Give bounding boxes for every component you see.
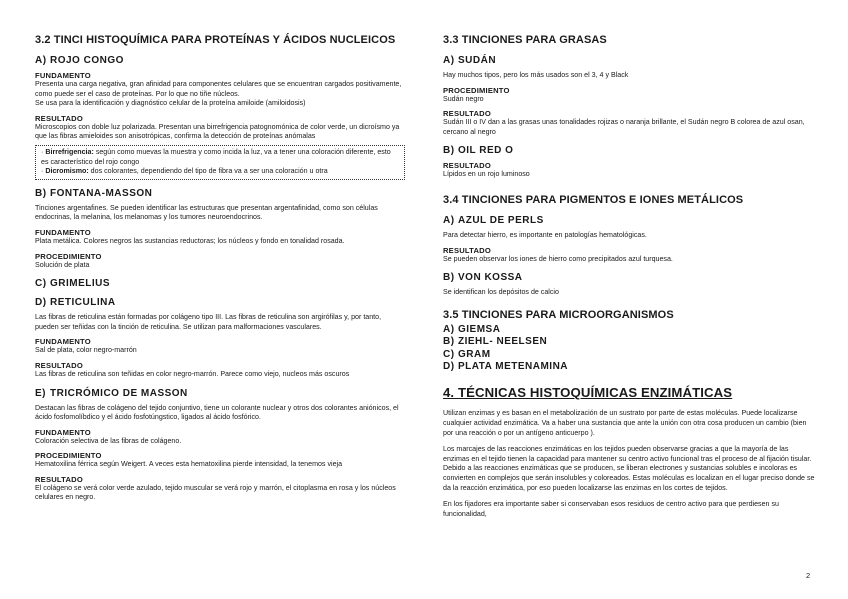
label-resultado: RESULTADO bbox=[443, 109, 491, 119]
masson-procedimiento-text: Hematoxilina férrica según Weigert. A veces esta hematoxilina pierde intensidad, la tenemos vieja bbox=[35, 460, 343, 469]
label-resultado: RESULTADO bbox=[35, 360, 83, 370]
masson-resultado-text: El colágeno se verá color verde azulado, tejido muscular se verá rojo y marrón, el citoplasma en rosa y los núcleos celulares en negro. bbox=[35, 483, 396, 502]
masson-fundamento-text: Coloración selectiva de las fibras de colágeno. bbox=[35, 436, 182, 445]
label-fundamento: FUNDAMENTO bbox=[35, 71, 91, 80]
perls-text: Para detectar hierro, es importante en patologías hematológicas. bbox=[443, 230, 647, 239]
label-resultado: RESULTADO bbox=[443, 245, 491, 255]
fontana-text: Tinciones argentafines. Se pueden identificar las estructuras que presentan argentafinidad, como son células endocrinas, la melanina, los melanomas y los tumores neuroendocrinos. bbox=[35, 203, 378, 222]
subsection-fontana-masson: B) FONTANA-MASSON bbox=[35, 187, 153, 199]
fundamento-text: Presenta una carga negativa, gran afinidad para componentes celulares que se encuentran cargados positivamente, como puede ser el caso de proteínas. Por lo que no tiñe núcleos. bbox=[35, 80, 402, 98]
subsection-sudan: A) SUDÁN bbox=[443, 55, 497, 66]
subsection-tricromico-masson: E) TRICRÓMICO DE MASSON bbox=[35, 387, 188, 399]
label-procedimiento: PROCEDIMIENTO bbox=[443, 85, 510, 95]
subsection-azul-perls: A) AZUL DE PERLS bbox=[443, 214, 544, 226]
label-resultado: RESULTADO bbox=[35, 474, 83, 484]
kossa-text: Se identifican los depósitos de calcio bbox=[443, 288, 559, 297]
fontana-procedimiento-text: Solución de plata bbox=[35, 260, 90, 269]
list-item: A) GIEMSA bbox=[443, 323, 501, 335]
subsection-rojo-congo: A) ROJO CONGO bbox=[35, 55, 124, 66]
label-fundamento: FUNDAMENTO bbox=[35, 337, 91, 347]
sudan-resultado-text: Sudán III o IV dan a las grasas unas tonalidades rojizas o naranja brillante, el Sudán negro B colorea de azul osan, cercano al negro bbox=[443, 118, 805, 136]
list-item: B) ZIEHL- NEELSEN bbox=[443, 336, 548, 348]
sudan-text: Hay muchos tipos, pero los más usados son el 3, 4 y Black bbox=[443, 71, 629, 79]
enzimaticas-paragraph-1: Utilizan enzimas y es basan en el metabolización de un sustrato por parte de estas moléculas. Puede localizarse cualquier actividad enzimática. Va a haber una sustancia que ante la unión con otra cosa producen un cambio (bien por una reacción o por un antígeno anticuerpo ). bbox=[443, 409, 807, 437]
page-number: 2 bbox=[806, 571, 811, 580]
subsection-grimelius: C) GRIMELIUS bbox=[35, 278, 111, 290]
definition-birrefrigencia: · Birrefrigencia: según como muevas la muestra y como incida la luz, va a tener una coloración diferente, esto es característico del rojo congo bbox=[41, 147, 391, 166]
list-item: D) PLATA METENAMINA bbox=[443, 360, 569, 372]
sudan-procedimiento-text: Sudán negro bbox=[443, 94, 484, 103]
definition-dicromismo: · Dicromismo: dos colorantes, dependiendo del tipo de fibra va a ser una coloración u otra bbox=[41, 167, 328, 176]
section-title-proteins: 3.2 TINCI HISTOQUÍMICA PARA PROTEÍNAS Y ÁCIDOS NUCLEICOS bbox=[35, 34, 396, 46]
section-title-enzimaticas: 4. TÉCNICAS HISTOQUÍMICAS ENZIMÁTICAS bbox=[443, 385, 733, 401]
subsection-oil-red: B) OIL RED O bbox=[443, 145, 514, 157]
reticulina-resultado-text: Las fibras de reticulina son teñidas en color negro-marrón. Parece como viejo, nucleos más oscuros bbox=[35, 369, 350, 378]
reticulina-fundamento-text: Sal de plata, color negro-marrón bbox=[35, 346, 137, 355]
fontana-fundamento-text: Plata metálica. Colores negros las sustancias reductoras; los núcleos y fondo en tonalidad rosada. bbox=[35, 236, 345, 245]
subsection-von-kossa: B) VON KOSSA bbox=[443, 272, 523, 284]
label-fundamento: FUNDAMENTO bbox=[35, 427, 91, 437]
label-fundamento: FUNDAMENTO bbox=[35, 227, 91, 237]
reticulina-text: Las fibras de reticulina están formadas por colágeno tipo III. Las fibras de reticulina son argirófilas y, por tanto, pueden ser teñidas con la tinción de reticulina. Se utilizan para malformaciones vasculares. bbox=[35, 313, 382, 331]
label-resultado: RESULTADO bbox=[35, 113, 83, 123]
enzimaticas-paragraph-3: En los fijadores era importante saber si conservaban esos residuos de centro activo para que perdiesen su funcionalidad, bbox=[443, 500, 779, 518]
masson-text: Destacan las fibras de colágeno del tejido conjuntivo, tiene un colorante nuclear y otros dos colorantes aniónicos, el ácido fosfomolíbdico y el ácido fosfotúngstico, ligados al ácido fosfórico. bbox=[35, 403, 399, 422]
enzimaticas-paragraph-2: Los marcajes de las reacciones enzimáticas en los tejidos pueden observarse gracias a que la mayoría de las enzimas en el tejido tienen la capacidad para mantener su centro activo funcional tras el proceso de al fijación tisular. Debido a las reacciones enzimáticas que se producen, se liberan electrones y sustancias solubles e incoloras es convierten en complejos que serán insolubles y coloreados. Estas moléculas es localizan en el lugar preciso donde se da la reacción enzimática, por eso pueden localizarse las enzimas en los cortes de tejidos. bbox=[443, 445, 815, 492]
label-procedimiento: PROCEDIMIENTO bbox=[35, 251, 102, 261]
label-resultado: RESULTADO bbox=[443, 161, 491, 171]
fundamento-text-2: Se usa para la identificación y diagnóstico celular de la proteína amiloide (amiloidosis) bbox=[35, 99, 306, 108]
section-title-microorganismos: 3.5 TINCIONES PARA MICROORGANISMOS bbox=[443, 308, 674, 321]
right-column bbox=[443, 34, 815, 526]
definitions-box bbox=[35, 145, 405, 180]
oilred-resultado-text: Lípidos en un rojo luminoso bbox=[443, 170, 530, 179]
section-title-pigmentos: 3.4 TINCIONES PARA PIGMENTOS E IONES METÁLICOS bbox=[443, 193, 744, 206]
resultado-text: Microscopios con doble luz polarizada. Presentan una birrefrigencia patognomónica de color verde, un dicroísmo ya que las fibras amieloides son anisotrópicas, confirma la detección de proteínas anómalas bbox=[35, 122, 400, 141]
microorganisms-list bbox=[443, 324, 815, 374]
section-title-grasas: 3.3 TINCIONES PARA GRASAS bbox=[443, 34, 607, 46]
subsection-reticulina: D) RETICULINA bbox=[35, 297, 116, 309]
perls-resultado-text: Se pueden observar los iones de hierro como precipitados azul turquesa. bbox=[443, 254, 673, 263]
label-procedimiento: PROCEDIMIENTO bbox=[35, 451, 102, 461]
left-column bbox=[35, 34, 405, 503]
list-item: C) GRAM bbox=[443, 348, 491, 360]
